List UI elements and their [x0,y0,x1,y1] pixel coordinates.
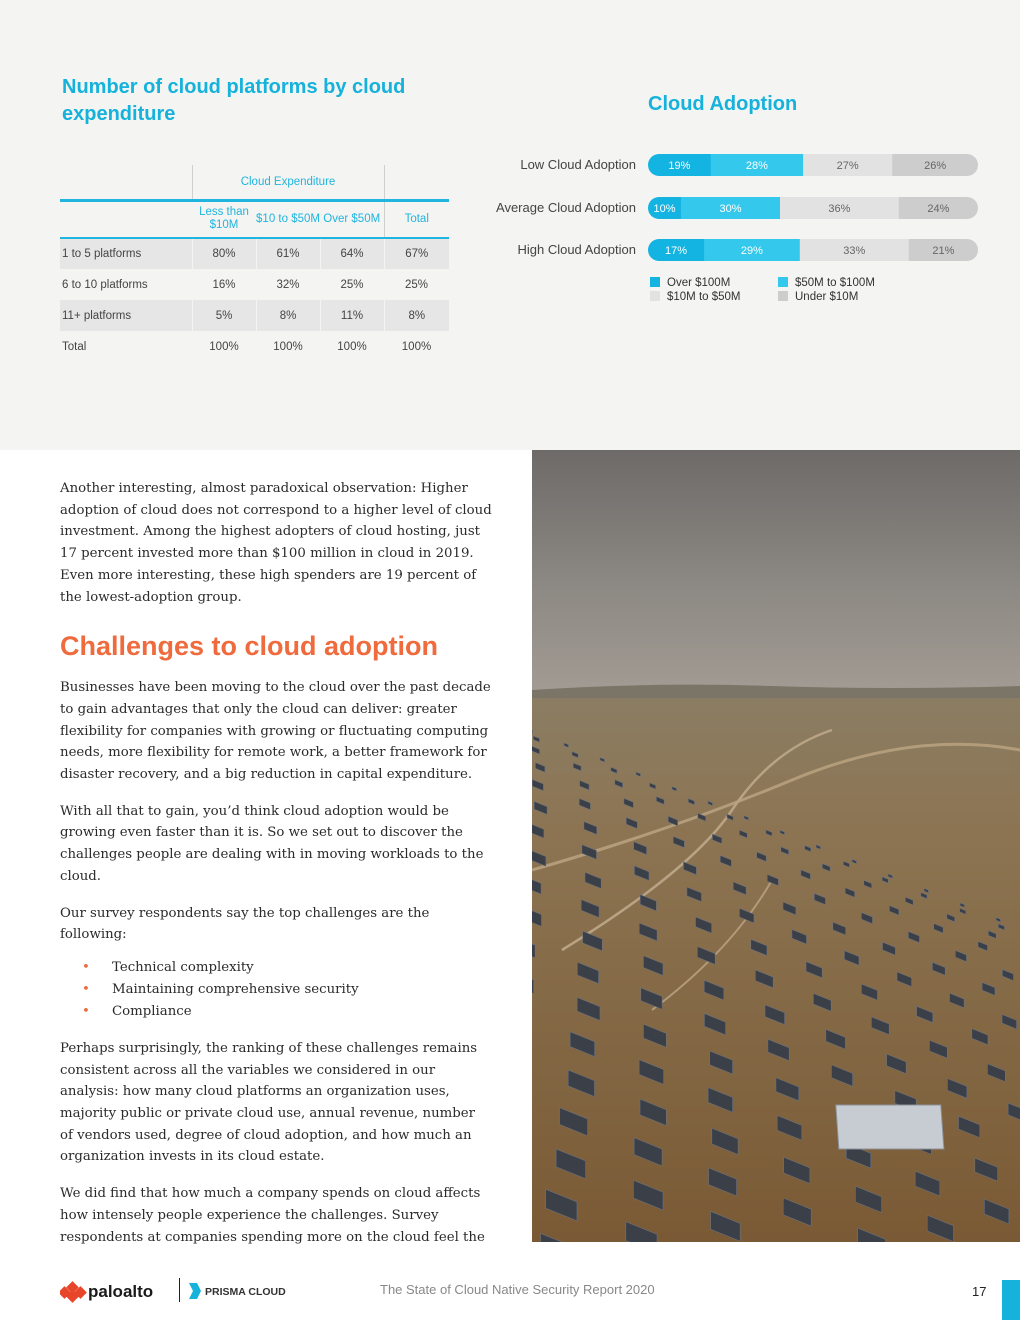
expenditure-table [60,165,449,362]
legend-label: Over $100M [667,277,731,289]
table-cell: 67% [384,238,449,269]
legend-label: Under $10M [795,291,859,303]
chart-category-label: High Cloud Adoption [517,242,636,257]
body-text-column [60,478,492,1263]
table-cell: 100% [337,340,367,353]
table-cell: 5% [192,300,256,331]
table-cell: 16% [212,278,236,291]
list-item [82,979,492,1001]
table-group-header-row [60,165,449,200]
challenges-list [82,957,492,1023]
prisma-cloud-logo [187,1280,307,1302]
chart-category-label: Low Cloud Adoption [520,157,636,172]
legend-swatch [650,291,660,301]
body-paragraph: Businesses have been moving to the cloud over the past decade to gain advantages that only the cloud can deliver: greater flexibility for companies with growing or fluctuating computing needs, more flexibility for remote work, a better framework for disaster recovery, and a big reduction in capital expenditure. [60,680,491,783]
page-tab-marker [1002,1280,1020,1320]
report-title: The State of Cloud Native Security Report 2020 [380,1282,655,1297]
list-item-text: Technical complexity [112,959,254,975]
chart-data-label: 10% [653,203,676,215]
paloalto-logo [60,1278,172,1304]
solar-farm-photo [532,450,1020,1242]
body-paragraph: With all that to gain, you’d think cloud adoption would be growing even faster than it is. So we set out to discover the challenges people are dealing with in moving workloads to the cloud. [60,803,484,884]
body-paragraph: Our survey respondents say the top challenges are the following: [60,905,430,943]
paloalto-wordmark: paloalto [88,1282,154,1301]
body-paragraph: Perhaps surprisingly, the ranking of these challenges remains consistent across all the variables we considered in our analysis: how many cloud platforms an organization uses, majority public or private cloud use, annual revenue, number of vendors used, degree of cloud adoption, and how much an organization invests in its cloud estate. [60,1040,478,1165]
table-row [60,269,449,300]
body-paragraph: Another interesting, almost paradoxical observation: Higher adoption of cloud does not correspond to a higher level of cloud investment. Among the highest adopters of cloud hosting, just 17 percent invested more than $100 million in cloud in 2019. Even more interesting, these high spenders are 19 percent of the lowest-adoption group. [60,481,492,605]
prisma-cloud-wordmark: PRISMA CLOUD [205,1286,286,1298]
chart-data-label: 17% [665,245,688,257]
list-item [82,1001,492,1023]
chart-data-label: 27% [836,160,859,172]
table-row-label: 11+ platforms [60,300,192,331]
table-cell: 8% [256,300,320,331]
table-row [60,331,449,362]
cloud-adoption-chart [470,140,990,320]
table-title: Number of cloud platforms by cloud expenditure [62,76,406,125]
table-cell: 11% [320,300,384,331]
table-cell: 80% [192,238,256,269]
table-column-header: $10 to $50M [256,200,320,238]
table-column-header: Less than $10M [192,200,256,238]
table-cell: 8% [384,300,449,331]
table-cell: 32% [276,278,300,291]
legend-swatch [778,277,788,287]
table-row-label: 1 to 5 platforms [60,238,192,269]
legend-swatch [778,291,788,301]
page-number: 17 [972,1284,987,1299]
list-item-text: Maintaining comprehensive security [112,981,359,997]
chart-category-label: Average Cloud Adoption [496,200,636,215]
legend-label: $50M to $100M [795,277,875,289]
legend-swatch [650,277,660,287]
table-cell: 25% [404,278,429,291]
table-column-header: Total [384,200,449,238]
table-cell: 25% [340,278,364,291]
table-cell: 64% [320,238,384,269]
body-paragraph: We did find that how much a company spends on cloud affects how intensely people experience the challenges. Survey respondents at companies spending more on the cloud feel the [60,1186,485,1245]
section-heading: Challenges to cloud adoption [60,631,438,662]
table-row [60,300,449,331]
table-cell: 61% [256,238,320,269]
list-item [82,957,492,979]
chart-data-label: 30% [719,203,742,215]
bullet-icon: • [82,981,90,997]
solar-farm-illustration [532,450,1020,1242]
chart-data-label: 36% [828,203,851,215]
chart-data-label: 28% [745,160,768,172]
table-cell: 100% [273,340,303,353]
table-cell: 100% [401,340,432,353]
chart-data-label: 33% [843,245,866,257]
table-cell: 100% [209,340,239,353]
table-column-header-row [60,200,449,238]
chart-data-label: 26% [924,160,947,172]
list-item-text: Compliance [112,1003,192,1019]
chart-data-label: 21% [932,245,955,257]
table-row-label: 6 to 10 platforms [62,278,148,291]
legend-label: $10M to $50M [667,291,741,303]
bullet-icon: • [82,959,90,975]
chart-data-label: 19% [668,160,691,172]
footer-divider [179,1278,180,1302]
chart-data-label: 29% [740,245,763,257]
chart-title: Cloud Adoption [648,93,798,115]
table-column-header: Over $50M [320,200,384,238]
chart-bar-row [648,239,979,261]
bullet-icon: • [82,1003,90,1019]
table-row-label: Total [62,340,87,353]
table-group-header: Cloud Expenditure [192,165,384,200]
table-row [60,238,449,269]
chart-data-label: 24% [927,203,950,215]
